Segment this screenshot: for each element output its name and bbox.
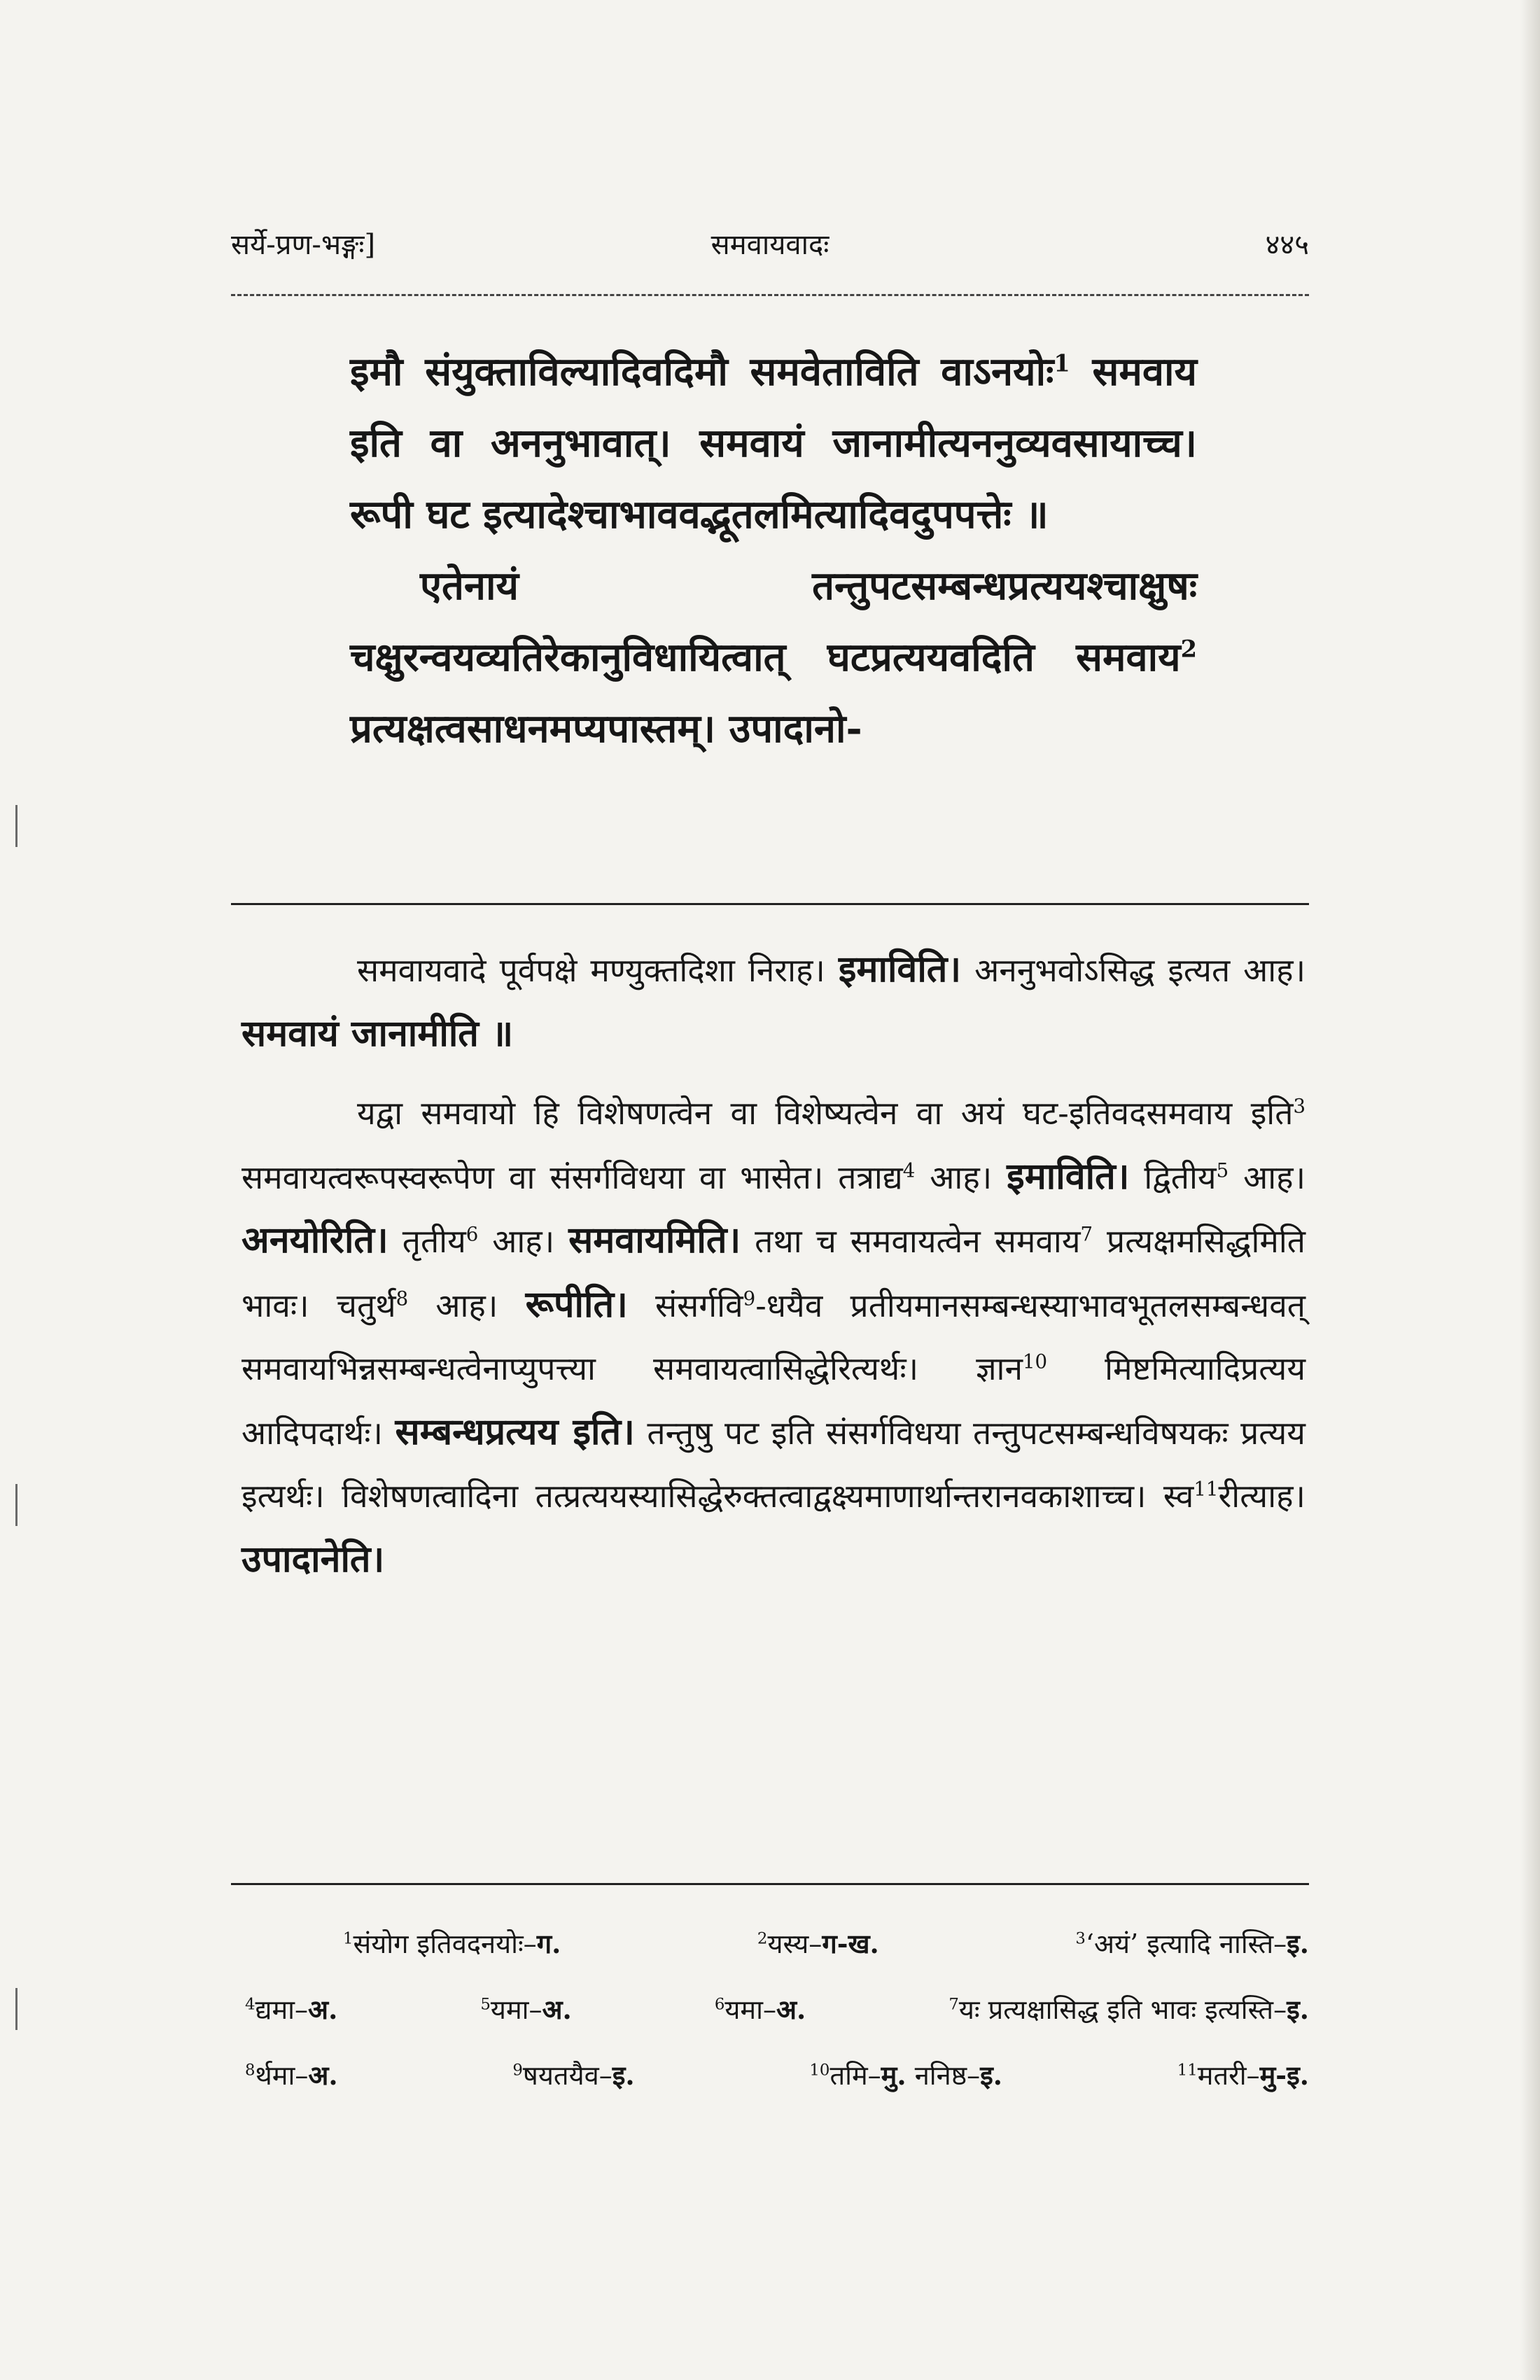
footnote-ref: 6 bbox=[465, 1222, 479, 1246]
footnote: $^6$यमा–अ. bbox=[714, 1994, 806, 2025]
margin-mark bbox=[0, 1484, 18, 1526]
lemma: इमाविति। bbox=[838, 948, 962, 990]
footnote-ref: 2 bbox=[1180, 634, 1197, 663]
footnotes bbox=[245, 1911, 1309, 2108]
footnote-ref: 1 bbox=[1054, 349, 1070, 377]
lemma: समवायमिति। bbox=[568, 1219, 741, 1261]
footnote: $^1$संयोग इतिवदनयोः–ग. bbox=[343, 1928, 561, 1959]
footnote: $^2$यस्य–ग-ख. bbox=[757, 1928, 879, 1959]
page-number: ४४५ bbox=[1265, 229, 1309, 261]
lemma: समवायं जानामीति ॥ bbox=[241, 1011, 514, 1055]
footnote: $^7$यः प्रत्यक्षासिद्ध इति भावः इत्यस्ति–इ. bbox=[948, 1994, 1309, 2025]
running-head bbox=[231, 210, 1309, 266]
main-paragraph: एतेनायं तन्तुपटसम्बन्धप्रत्ययश्चाक्षुषः चक्षुरन्वयव्यतिरेकानुविधायित्वात् घटप्रत्ययवदिति समवाय$^2$ प्रत्यक्षत्वसाधनमप्यपास्तम्। उपादानो- bbox=[350, 563, 1197, 752]
footnote-ref: 7 bbox=[1080, 1222, 1093, 1246]
commentary bbox=[241, 938, 1306, 1592]
running-head-title: समवायवादः bbox=[710, 229, 830, 261]
footnote-line bbox=[245, 1911, 1309, 1977]
footnote-ref: 8 bbox=[396, 1287, 409, 1310]
main-text bbox=[350, 336, 1197, 764]
lemma: इमाविति। bbox=[1007, 1154, 1130, 1198]
footnote-ref: 4 bbox=[902, 1158, 916, 1182]
commentary-paragraph: यद्वा समवायो हि विशेषणत्वेन वा विशेष्यत्वेन वा अयं घट-इतिवदसमवाय इति$^3$ समवायत्वरूपस्वरूपेण वा संसर्गविधया वा भासेत। तत्राद्य$^4$ आह। इमाविति। द्वितीय$^5$ आह। अनयोरिति। तृतीय$^6$ आह। समवायमिति। तथा च समवायत्वेन समवाय$^7$ प्रत्यक्षमसिद्धमिति भावः। चतुर्थ$^8$ आह। रूपीति। संसर्गवि$^9$-धयैव प्रतीयमानसम्बन्धस्याभावभूतलसम्बन्धवत् समवायभिन्नसम्बन्धत्वेनाप्युपत्त्या समवायत्वासिद्धेरित्यर्थः। ज्ञान$^{10}$ मिष्टमित्यादिप्रत्यय आदिपदार्थः। सम्बन्धप्रत्यय इति। तन्तुषु पट इति संसर्गविधया तन्तुपटसम्बन्धविषयकः प्रत्यय इत्यर्थः। विशेषणत्वादिना तत्प्रत्ययस्यासिद्धेरुक्तत्वाद्वक्ष्यमाणार्थान्तरानवकाशाच्च। स्व$^{11}$रीत्याह। उपादानेति। bbox=[241, 1094, 1306, 1581]
footnote: $^3$‘अयं’ इत्यादि नास्ति–इ. bbox=[1075, 1928, 1309, 1959]
footnote-ref: 5 bbox=[1216, 1158, 1229, 1182]
commentary-paragraph: समवायवादे पूर्वपक्षे मण्युक्तदिशा निराह। इमाविति। अननुभवोऽसिद्ध इत्यत आह। समवायं जानामीति ॥ bbox=[241, 948, 1306, 1055]
footnote: $^4$द्यमा–अ. bbox=[245, 1994, 338, 2025]
footnote: $^9$षयतयैव–इ. bbox=[512, 2059, 635, 2091]
footnote-line bbox=[245, 2043, 1309, 2108]
footnote: $^8$र्थमा–अ. bbox=[245, 2059, 338, 2091]
footnote-rule bbox=[231, 1883, 1309, 1885]
footnote-ref: 3 bbox=[1293, 1094, 1306, 1118]
margin-mark bbox=[0, 1988, 18, 2030]
main-paragraph: इमौ संयुक्ताविल्यादिवदिमौ समवेताविति वाऽनयोः$^1$ समवाय इति वा अननुभावात्। समवायं जानामीत्यननुव्यवसायाच्च। रूपी घट इत्यादेश्चाभाववद्भूतलमित्यादिवदुपपत्तेः ॥ bbox=[350, 349, 1197, 538]
footnote-ref: 11 bbox=[1194, 1477, 1219, 1501]
commentary-rule bbox=[231, 903, 1309, 905]
running-head-section: सर्ये-प्रण-भङ्गः] bbox=[231, 229, 376, 261]
footnote-line bbox=[245, 1977, 1309, 2043]
lemma: उपादानेति। bbox=[241, 1537, 385, 1581]
page-edge-shadow bbox=[1520, 0, 1540, 2380]
footnote: $^5$यमा–अ. bbox=[480, 1994, 572, 2025]
footnote-ref: 9 bbox=[743, 1287, 756, 1310]
footnote: $^{10}$तमि–मु. ननिष्ठ–इ. bbox=[809, 2059, 1003, 2091]
lemma: सम्बन्धप्रत्यय इति। bbox=[395, 1410, 635, 1453]
lemma: अनयोरिति। bbox=[241, 1219, 388, 1261]
footnote-ref: 10 bbox=[1023, 1350, 1048, 1373]
margin-mark bbox=[0, 805, 18, 847]
lemma: रूपीति। bbox=[525, 1282, 628, 1326]
header-rule bbox=[231, 294, 1309, 296]
footnote: $^{11}$मतरी–मु-इ. bbox=[1177, 2059, 1309, 2091]
